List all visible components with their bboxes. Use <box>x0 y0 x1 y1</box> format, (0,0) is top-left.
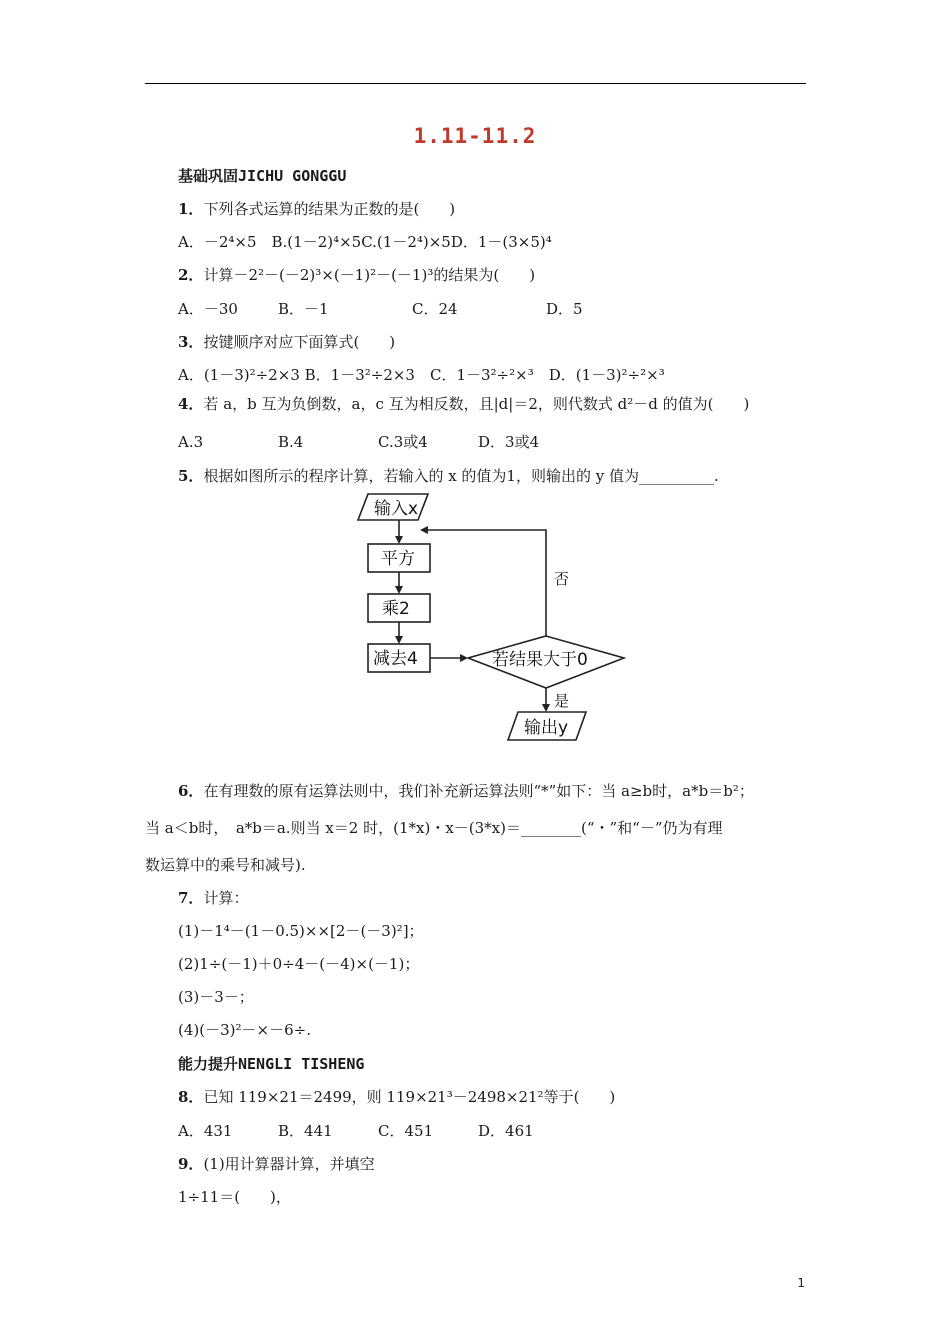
header-rule <box>145 83 806 84</box>
question-4-options <box>178 431 539 452</box>
option-d: D．5 <box>546 300 583 318</box>
flowchart <box>350 490 640 750</box>
flow-times2-label: 乘2 <box>382 599 410 619</box>
question-number: 5． <box>178 467 204 485</box>
option-d: D．461 <box>478 1122 534 1140</box>
section-heading-basic: 基础巩固JICHU GONGGU <box>178 167 347 185</box>
flow-minus4-label: 减去4 <box>373 649 418 669</box>
question-1 <box>178 198 455 219</box>
question-2-options <box>178 298 583 319</box>
question-stem: 下列各式运算的结果为正数的是( ) <box>203 200 456 218</box>
question-6-line-2: 当 a＜b时， a*b＝a.则当 x＝2 时，(1*x)・x－(3*x)＝________(“・”和“－”仍为有理 <box>145 819 723 837</box>
flow-input-label: 输入x <box>374 499 419 519</box>
option-a: A．431 <box>178 1122 233 1140</box>
question-7 <box>178 887 248 908</box>
question-8 <box>178 1086 615 1107</box>
question-number: 1． <box>178 200 204 218</box>
option-c: C．451 <box>378 1122 434 1140</box>
question-8-options <box>178 1120 534 1141</box>
question-7-item-2: (2)1÷(－1)＋0÷4－(－4)×(－1)； <box>178 955 420 973</box>
flow-no-label: 否 <box>554 570 570 588</box>
option-a: A.3 <box>178 433 204 451</box>
question-stem: 计算： <box>203 889 249 907</box>
question-number: 7． <box>178 889 204 907</box>
page-title: 1.11-11.2 <box>413 124 537 148</box>
question-2 <box>178 264 535 285</box>
question-number: 3． <box>178 333 204 351</box>
question-number: 4． <box>178 395 204 413</box>
question-9-line: 1÷11＝( )， <box>178 1188 291 1206</box>
option-b: B．441 <box>278 1122 333 1140</box>
question-7-item-4: (4)(－3)²－×－6÷. <box>178 1021 311 1039</box>
option-d: D．3或4 <box>478 433 540 451</box>
question-number: 9． <box>178 1155 204 1173</box>
question-number: 8． <box>178 1088 204 1106</box>
question-number: 2． <box>178 266 204 284</box>
question-4 <box>178 393 749 414</box>
option-c: C．24 <box>412 300 458 318</box>
flow-output-label: 输出y <box>524 718 569 738</box>
section-heading-advanced: 能力提升NENGLI TISHENG <box>178 1055 365 1073</box>
question-stem: 计算－2²－(－2)³×(－1)²－(－1)³的结果为( ) <box>203 266 536 284</box>
question-number: 6． <box>178 782 204 800</box>
question-stem: 根据如图所示的程序计算，若输入的 x 的值为1，则输出的 y 值为__________. <box>203 467 719 485</box>
option-a: A．－30 <box>178 300 238 318</box>
option-c: C.3或4 <box>378 433 428 451</box>
flow-condition-label: 若结果大于0 <box>492 650 588 670</box>
question-6-line-3: 数运算中的乘号和减号). <box>145 856 306 874</box>
question-7-item-3: (3)－3－； <box>178 988 254 1006</box>
flow-yes-label: 是 <box>554 692 570 710</box>
question-stem: 按键顺序对应下面算式( ) <box>203 333 396 351</box>
question-stem: (1)用计算器计算，并填空 <box>203 1155 375 1173</box>
question-6-line-1: 在有理数的原有运算法则中，我们补充新运算法则“*”如下：当 a≥b时，a*b＝b²； <box>203 782 754 800</box>
option-b: B.4 <box>278 433 304 451</box>
question-3 <box>178 331 395 352</box>
question-7-item-1: (1)－1⁴－(1－0.5)××[2－(－3)²]； <box>178 922 424 940</box>
page-number: 1 <box>797 1276 805 1290</box>
question-stem: 若 a，b 互为负倒数，a，c 互为相反数，且|d|＝2，则代数式 d²－d 的值为( ) <box>203 395 750 413</box>
question-9 <box>178 1153 375 1174</box>
question-stem: 已知 119×21＝2499，则 119×21³－2498×21²等于( ) <box>203 1088 616 1106</box>
option-b: B．－1 <box>278 300 329 318</box>
flow-square-label: 平方 <box>381 549 415 569</box>
question-5 <box>178 465 719 486</box>
question-6 <box>178 780 754 801</box>
question-1-options: A．－2⁴×5 B.(1－2)⁴×5C.(1－2⁴)×5D．1－(3×5)⁴ <box>178 233 552 251</box>
question-3-options: A．(1－3)²÷2×3 B．1－3²÷2×3 C．1－3²÷²×³ D．(1－3)²÷²×³ <box>178 366 665 384</box>
